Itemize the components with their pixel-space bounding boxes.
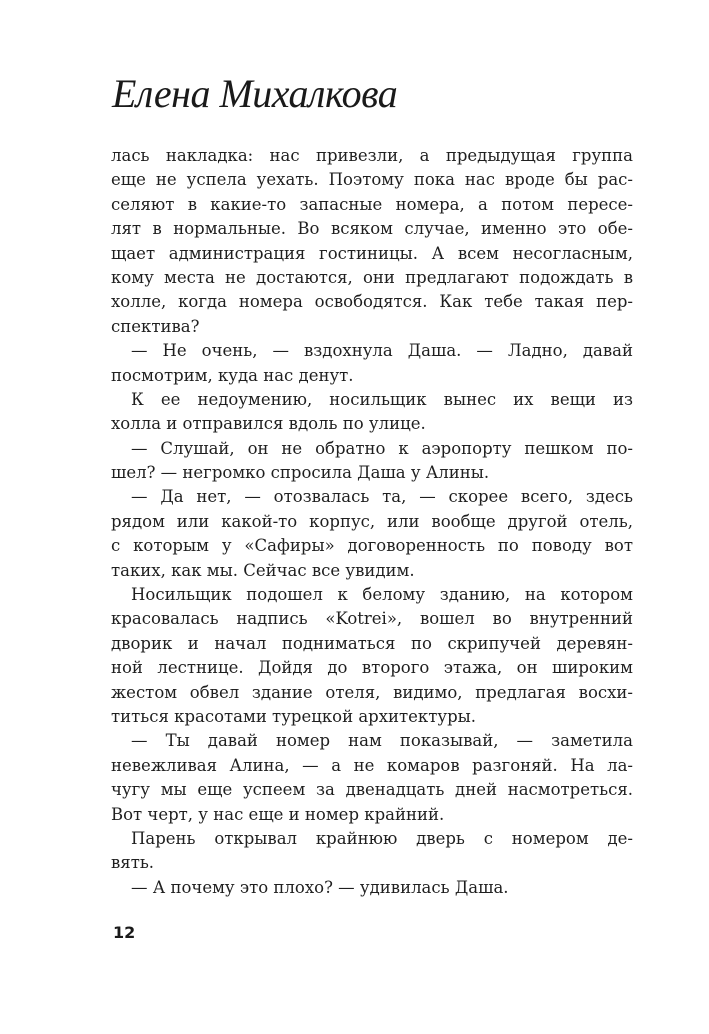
text-line: жестом обвел здание отеля, видимо, предлагая восхи- [111, 682, 633, 702]
text-line: ной лестнице. Дойдя до второго этажа, он широким [111, 658, 633, 678]
text-line: — Да нет, — отозвалась та, — скорее всего, здесь [131, 487, 633, 507]
text-line: чугу мы еще успеем за двенадцать дней насмотреться. [111, 780, 633, 800]
text-line: холла и отправился вдоль по улице. [111, 414, 426, 434]
text-line: селяют в какие-то запасные номера, а потом пересе- [111, 194, 633, 214]
text-line: — А почему это плохо? — удивилась Даша. [131, 877, 509, 897]
text-line: лась накладка: нас привезли, а предыдущая группа [111, 146, 633, 165]
text-line: дворик и начал подниматься по скрипучей деревян- [111, 633, 633, 653]
text-line: Парень открывал крайнюю дверь с номером де- [131, 828, 633, 848]
text-line: таких, как мы. Сейчас все увидим. [111, 560, 415, 580]
text-line: Вот черт, у нас еще и номер крайний. [111, 804, 445, 824]
text-line: спектива? [111, 316, 200, 336]
text-line: красовалась надпись «Kotrei», вошел во внутренний [111, 609, 633, 629]
body-text [111, 144, 633, 900]
text-line: К ее недоумению, носильщик вынес их вещи из [131, 389, 633, 409]
page-number: 12 [113, 923, 136, 942]
text-line: — Не очень, — вздохнула Даша. — Ладно, давай [131, 341, 633, 361]
text-line: — Слушай, он не обратно к аэропорту пешком по- [131, 438, 633, 458]
text-line: с которым у «Сафиры» договоренность по поводу вот [111, 536, 633, 556]
text-line: щает администрация гостиницы. А всем несогласным, [111, 243, 633, 263]
text-line: шел? — негромко спросила Даша у Алины. [111, 463, 490, 483]
text-line: еще не успела уехать. Поэтому пока нас вроде бы рас- [111, 170, 633, 190]
text-line: лят в нормальные. Во всяком случае, именно это обе- [111, 219, 633, 239]
text-line: — Ты давай номер нам показывай, — заметила [131, 731, 633, 751]
text-line: холле, когда номера освободятся. Как тебе такая пер- [111, 292, 633, 312]
text-line: кому места не достаются, они предлагают подождать в [111, 267, 633, 287]
running-head-author: Елена Михалкова [112, 71, 398, 116]
text-line: титься красотами турецкой архитектуры. [111, 706, 477, 726]
text-line: Носильщик подошел к белому зданию, на котором [131, 585, 633, 605]
text-line: невежливая Алина, — а не комаров разгоняй. На ла- [111, 755, 633, 775]
text-line: рядом или какой-то корпус, или вообще другой отель, [111, 511, 633, 531]
text-line: посмотрим, куда нас денут. [111, 365, 354, 385]
text-line: вять. [111, 853, 155, 873]
